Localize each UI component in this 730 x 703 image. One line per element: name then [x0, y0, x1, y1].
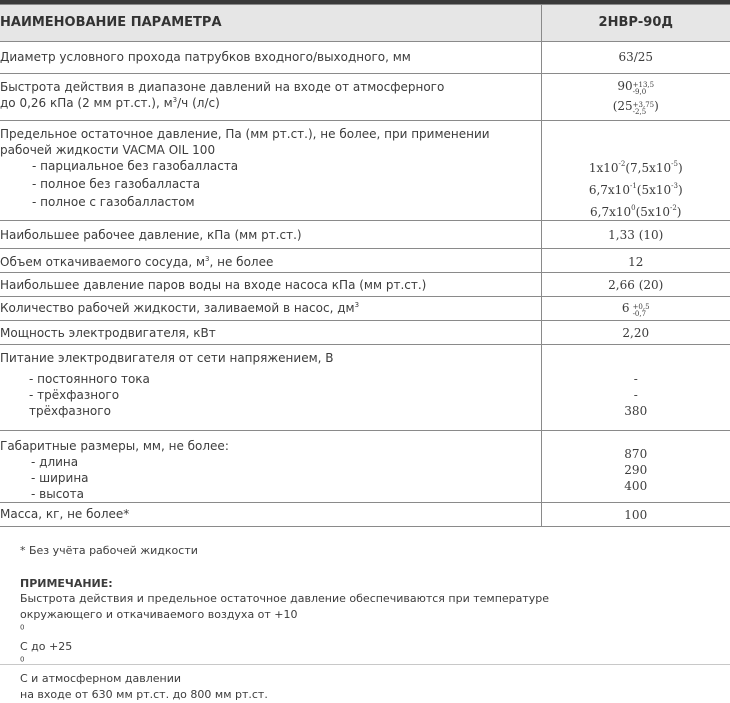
footnote: * Без учёта рабочей жидкости [20, 543, 198, 559]
speed-label-line2: до 0,26 кПа (2 мм рт.ст.), $м^3/ч$ (л/с) [0, 95, 541, 111]
residual-partial-value: $1х10^{-2}(7,5х10^{-5})$ [542, 156, 730, 176]
mass-label: Масса, кг, не более* [0, 506, 541, 522]
mass-value: 100 [624, 508, 647, 522]
table-row [0, 321, 730, 345]
note-line-1: Быстрота действия и предельное остаточное давление обеспечиваются при температуре [20, 591, 580, 607]
table-row [0, 503, 730, 527]
fluid-amount-value: 6 +0,5 -0,7 [622, 301, 650, 315]
note-title: ПРИМЕЧАНИЕ: [20, 576, 113, 592]
parameter-name-header: НАИМЕНОВАНИЕ ПАРАМЕТРА [0, 5, 541, 42]
residual-gasballast-label: - полное с газобалластом [0, 194, 541, 210]
parameters-table [0, 4, 730, 527]
fluid-amount-label: Количество рабочей жидкости, заливаемой в насос, $дм^3$ [0, 300, 541, 316]
volume-label: Объем откачиваемого сосуда, $м^3$, не более [0, 254, 541, 270]
table-row [0, 221, 730, 249]
residual-gasballast-value: $6,7х10^0(5х10^{-2})$ [542, 200, 730, 220]
motor-power-value: 2,20 [622, 326, 649, 340]
note-text [20, 591, 580, 703]
dimensions-length-value: 870 [542, 446, 730, 462]
supply-three-phase-value-1: - [542, 387, 730, 403]
vapor-pressure-value: 2,66 (20) [608, 278, 663, 292]
table-row [0, 249, 730, 273]
table-row [0, 74, 730, 121]
model-header: 2НВР-90Д [541, 5, 730, 42]
dimensions-width-value: 290 [542, 462, 730, 478]
dimensions-height-label: - высота [0, 486, 541, 502]
supply-dc-value: - [542, 371, 730, 387]
diameter-label: Диаметр условного прохода патрубков входного/выходного, мм [0, 49, 541, 65]
supply-three-phase-label-2: трёхфазного [0, 403, 541, 419]
table-row [0, 431, 730, 503]
table-row [0, 42, 730, 74]
table-row [0, 121, 730, 221]
table-header-row [0, 5, 730, 42]
residual-partial-label: - парциальное без газобалласта [0, 158, 541, 174]
residual-full-label: - полное без газобалласта [0, 176, 541, 192]
speed-label-line1: Быстрота действия в диапазоне давлений на входе от атмосферного [0, 79, 541, 95]
supply-label: Питание электродвигателя от сети напряжением, В [0, 350, 541, 366]
speed-value-ls: (25 +3,75 -2,5 ) [542, 98, 730, 116]
table-row [0, 273, 730, 297]
dimensions-label: Габаритные размеры, мм, не более: [0, 438, 541, 454]
bottom-rule [0, 664, 730, 665]
residual-label-line1: Предельное остаточное давление, Па (мм рт.ст.), не более, при применении [0, 126, 541, 142]
supply-three-phase-value-2: 380 [542, 403, 730, 419]
supply-dc-label: - постоянного тока [0, 371, 541, 387]
motor-power-label: Мощность электродвигателя, кВт [0, 325, 541, 341]
table-row [0, 345, 730, 431]
table-row [0, 297, 730, 321]
vapor-pressure-label: Наибольшее давление паров воды на входе насоса кПа (мм рт.ст.) [0, 277, 541, 293]
residual-label-line2: рабочей жидкости VACMA OIL 100 [0, 142, 541, 158]
volume-value: 12 [628, 255, 643, 269]
max-work-pressure-label: Наибольшее рабочее давление, кПа (мм рт.ст.) [0, 227, 541, 243]
note-line-3: на входе от 630 мм рт.ст. до 800 мм рт.ст. [20, 687, 580, 703]
note-line-2: окружающего и откачиваемого воздуха от +10 $^0$ С до +25 $^0$ С и атмосферном давлении [20, 607, 580, 687]
speed-value-m3h: 90 +13,5 -9,0 [542, 78, 730, 96]
dimensions-height-value: 400 [542, 478, 730, 494]
residual-full-value: $6,7х10^{-1}(5х10^{-3})$ [542, 178, 730, 198]
dimensions-length-label: - длина [0, 454, 541, 470]
max-work-pressure-value: 1,33 (10) [608, 228, 663, 242]
dimensions-width-label: - ширина [0, 470, 541, 486]
supply-three-phase-label-1: - трёхфазного [0, 387, 541, 403]
diameter-value: 63/25 [618, 50, 653, 64]
